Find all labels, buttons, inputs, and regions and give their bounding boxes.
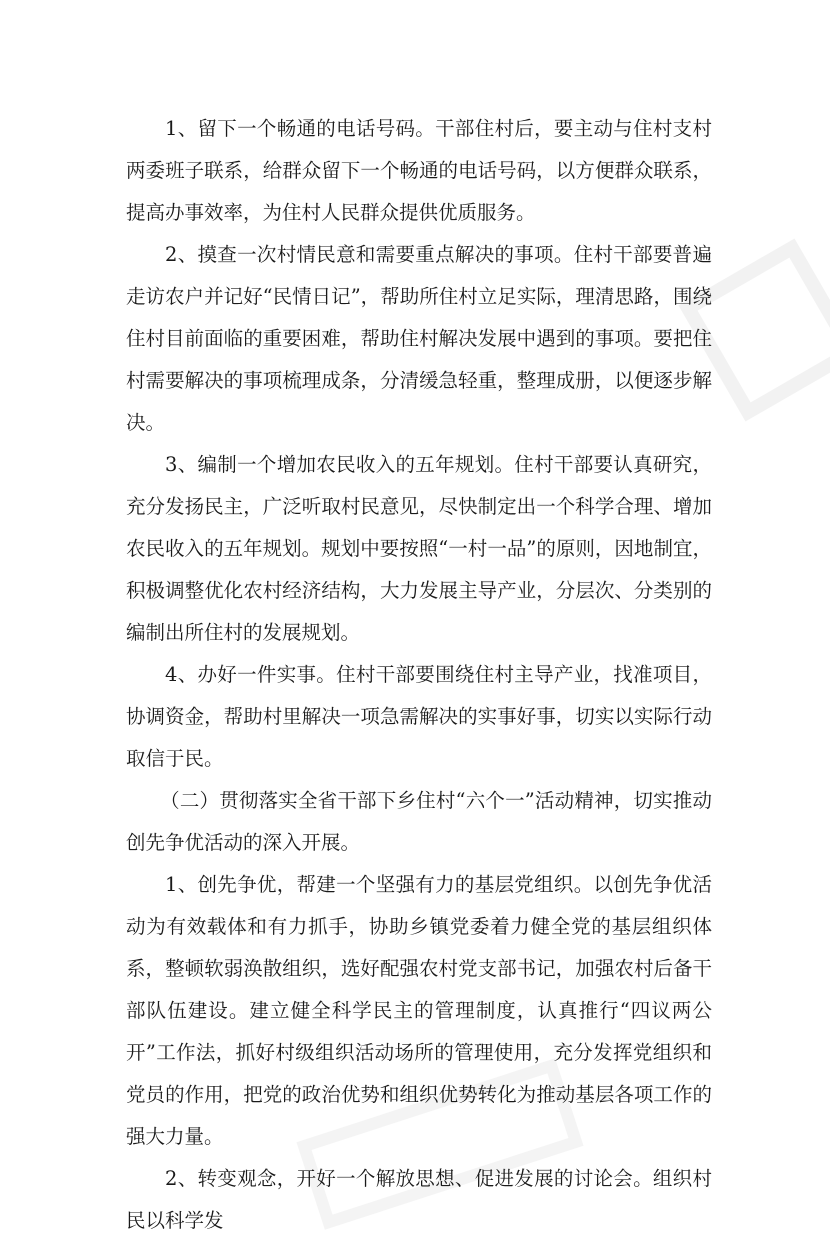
section-heading-2: （二）贯彻落实全省干部下乡住村“六个一”活动精神，切实推动创先争优活动的深入开展。 bbox=[126, 789, 712, 854]
paragraph-6: 2、转变观念，开好一个解放思想、促进发展的讨论会。组织村民以科学发 bbox=[126, 1167, 712, 1232]
paragraph-2: 2、摸查一次村情民意和需要重点解决的事项。住村干部要普遍走访农户并记好“民情日记”，帮助所住村立足实际，理清思路，围绕住村目前面临的重要困难，帮助住村解决发展中遇到的事项。要把住村需要解决的事项梳理成条，分清缓急轻重，整理成册，以便逐步解决。 bbox=[126, 243, 712, 434]
paragraph-5: 1、创先争优，帮建一个坚强有力的基层党组织。以创先争优活动为有效载体和有力抓手，协助乡镇党委着力健全党的基层组织体系，整顿软弱涣散组织，选好配强农村党支部书记，加强农村后备干部队伍建设。建立健全科学民主的管理制度，认真推行“四议两公开”工作法，抓好村级组织活动场所的管理使用，充分发挥党组织和党员的作用，把党的政治优势和组织优势转化为推动基层各项工作的强大力量。 bbox=[126, 873, 712, 1148]
paragraph-3: 3、编制一个增加农民收入的五年规划。住村干部要认真研究，充分发扬民主，广泛听取村民意见，尽快制定出一个科学合理、增加农民收入的五年规划。规划中要按照“一村一品”的原则，因地制宜，积极调整优化农村经济结构，大力发展主导产业，分层次、分类别的编制出所住村的发展规划。 bbox=[126, 453, 712, 644]
paragraph-4: 4、办好一件实事。住村干部要围绕住村主导产业，找准项目，协调资金，帮助村里解决一项急需解决的实事好事，切实以实际行动取信于民。 bbox=[126, 663, 712, 770]
paragraph-1: 1、留下一个畅通的电话号码。干部住村后，要主动与住村支村两委班子联系，给群众留下一个畅通的电话号码，以方便群众联系，提高办事效率，为住村人民群众提供优质服务。 bbox=[126, 117, 712, 224]
document-body bbox=[126, 108, 712, 1242]
